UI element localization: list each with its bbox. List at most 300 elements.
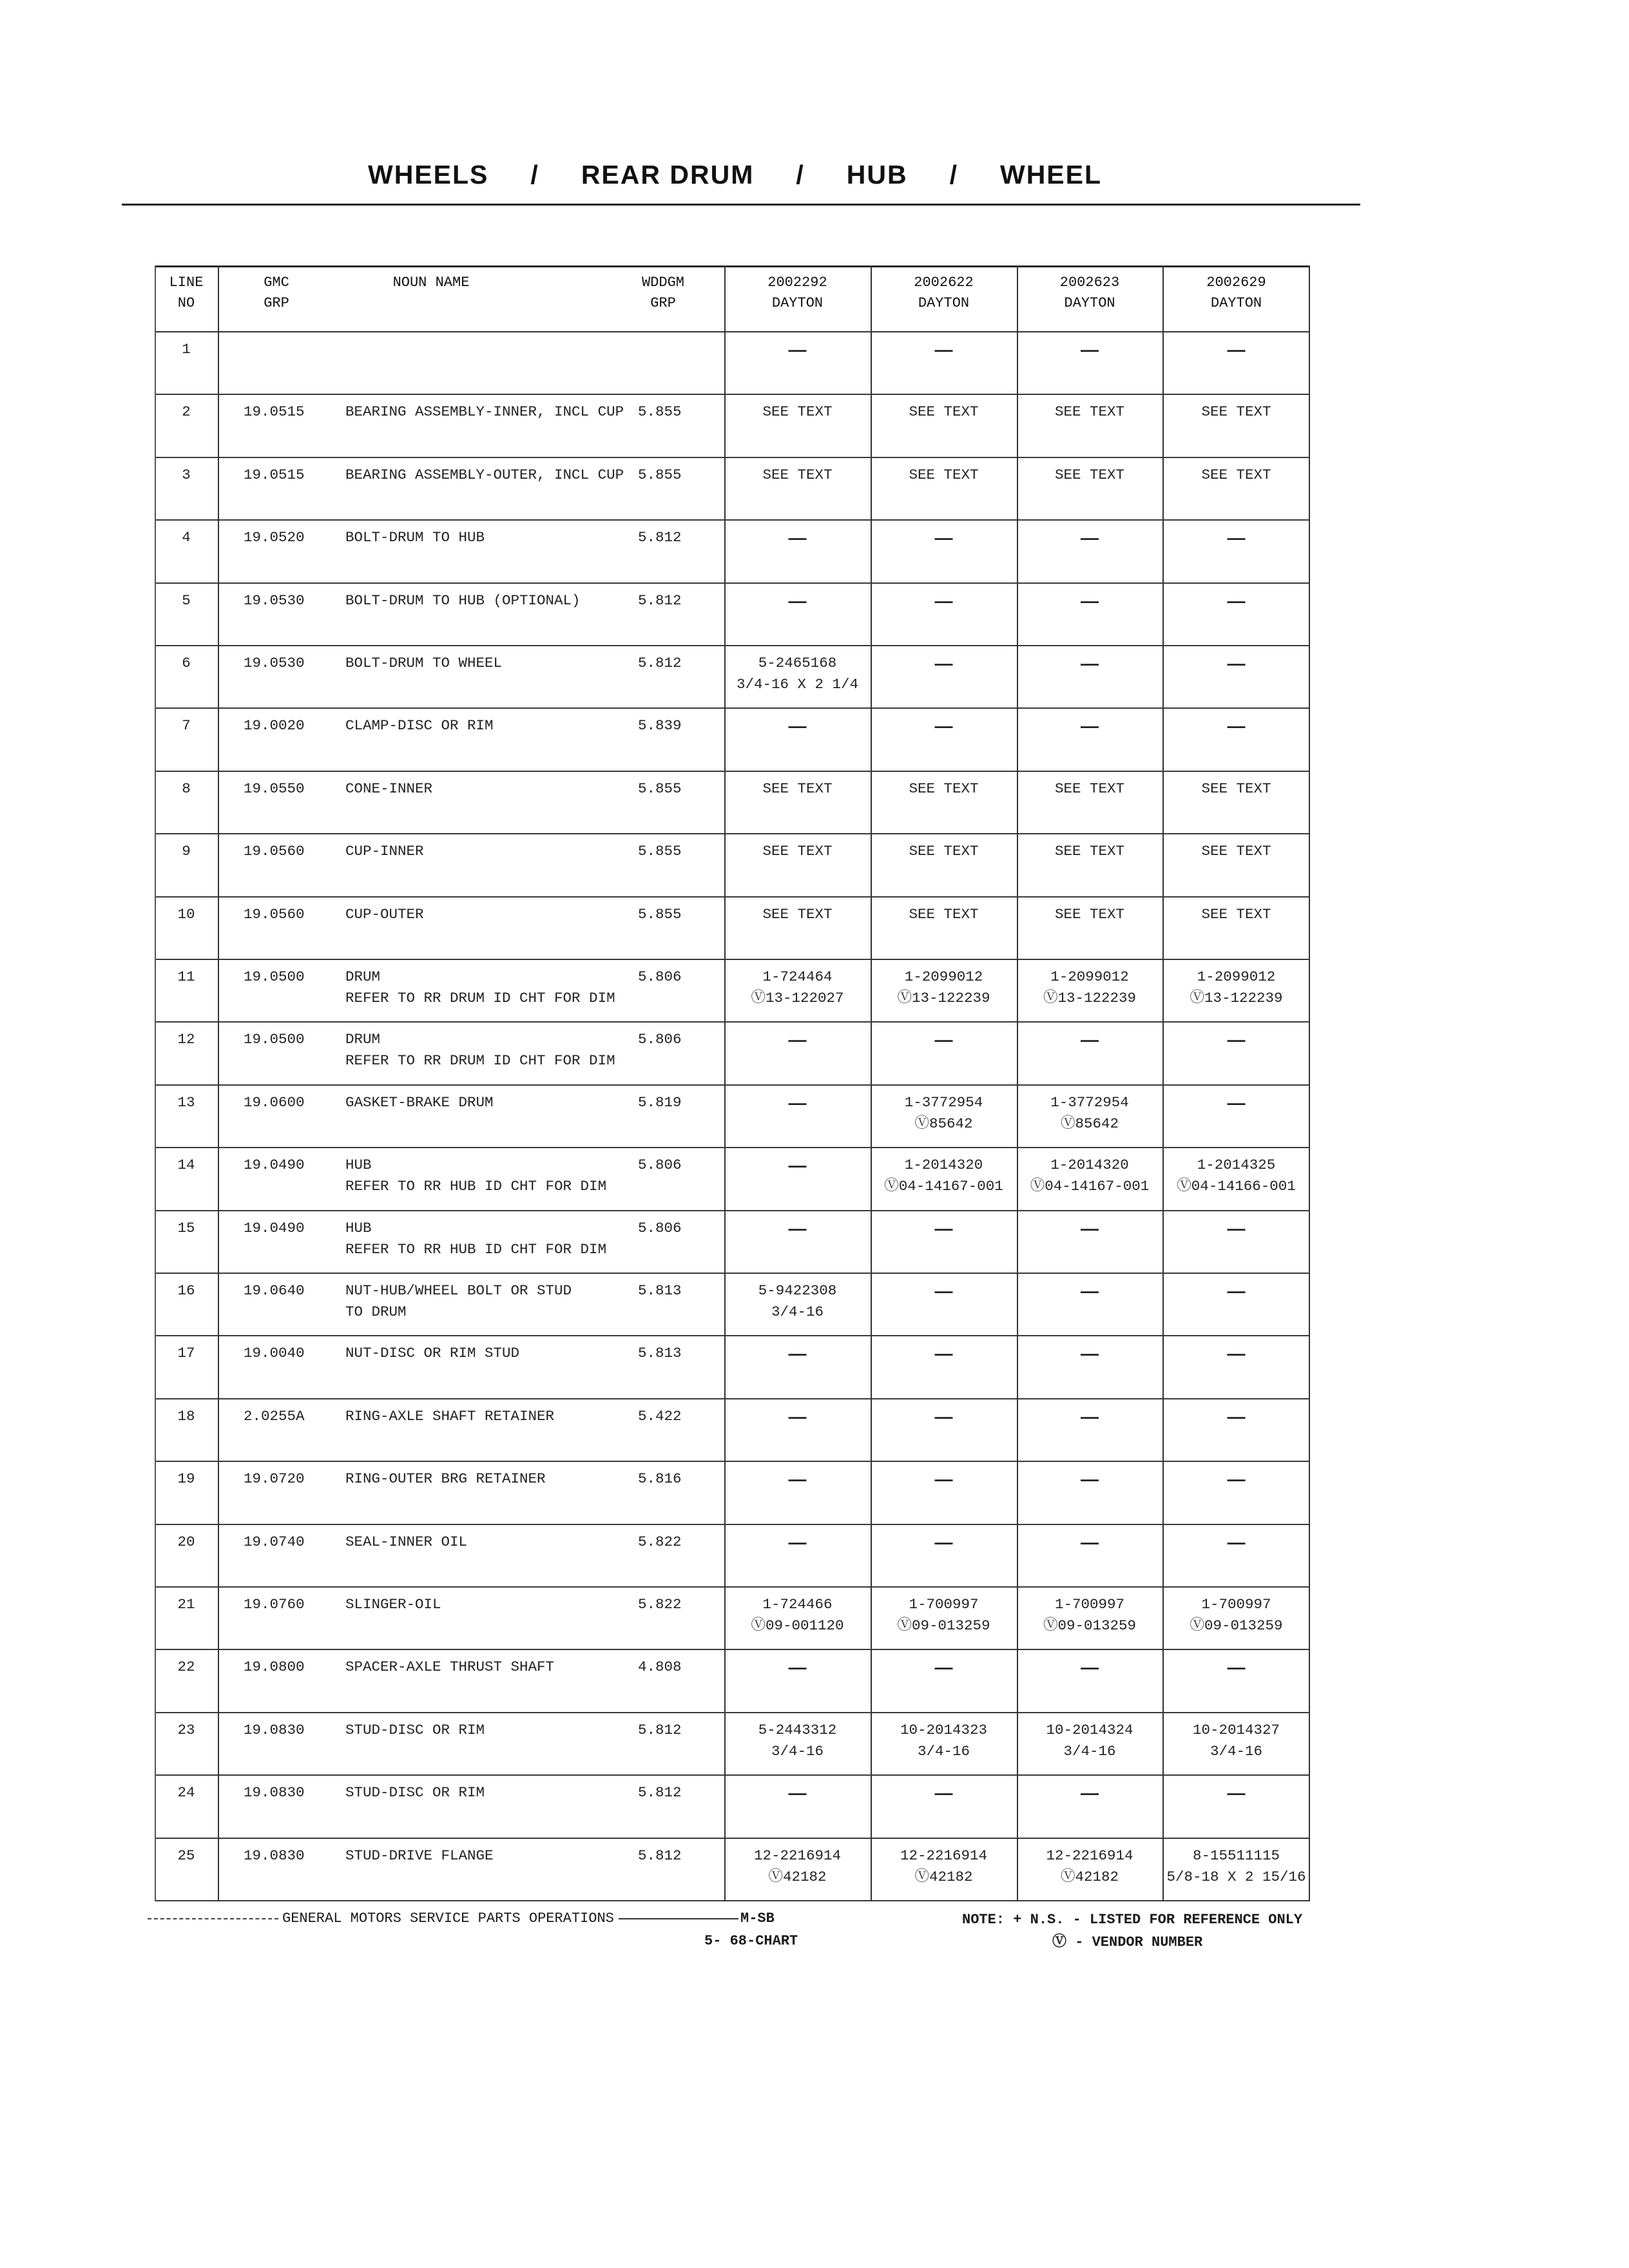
part-cell-2002292: [724, 1343, 871, 1364]
gmc-group: 2.0255A: [244, 1407, 305, 1425]
line-number: 22: [177, 1658, 195, 1676]
part-detail: Ⓥ42182: [768, 1868, 827, 1885]
not-applicable-dash: —: [934, 1783, 953, 1803]
part-cell-2002292: [724, 904, 871, 925]
part-cell-2002629: [1162, 904, 1310, 925]
see-text-note: SEE TEXT: [1201, 843, 1271, 860]
table-row: [155, 1148, 1310, 1211]
part-cell-2002629: [1162, 1280, 1310, 1302]
see-text-note: SEE TEXT: [909, 905, 979, 923]
not-applicable-dash: —: [1227, 590, 1246, 611]
not-applicable-dash: —: [1081, 1218, 1099, 1238]
part-cell-2002292: [724, 653, 871, 695]
not-applicable-dash: —: [934, 1532, 953, 1552]
footer-operations: GENERAL MOTORS SERVICE PARTS OPERATIONS: [282, 1910, 614, 1927]
gmc-group: 19.0830: [244, 1721, 305, 1738]
table-header: [155, 265, 1310, 332]
part-cell-2002629: [1162, 1594, 1310, 1637]
noun-name-line: BOLT-DRUM TO WHEEL: [345, 655, 503, 671]
wddgm-group: 5.855: [638, 403, 682, 421]
noun-name: [345, 1218, 635, 1260]
not-applicable-dash: —: [788, 1469, 807, 1490]
noun-name-line: STUD-DISC OR RIM: [345, 1784, 485, 1802]
part-cell-2002623: [1017, 1532, 1162, 1553]
gmc-group: 19.0490: [244, 1157, 305, 1174]
part-detail: Ⓥ09-001120: [751, 1617, 844, 1634]
wddgm-group: 5.822: [638, 1533, 682, 1550]
part-cell-2002292: [724, 841, 871, 862]
part-number: 1-700997: [1054, 1596, 1125, 1613]
part-number: 12-2216914: [1046, 1847, 1133, 1864]
part-cell-2002622: [871, 1594, 1017, 1637]
header-noun-name: [367, 273, 496, 293]
header-model-2002629: [1162, 273, 1310, 314]
noun-name: [345, 1468, 635, 1490]
wddgm-group: 5.812: [638, 1847, 682, 1864]
part-cell-2002292: [724, 590, 871, 611]
part-number: 12-2216914: [900, 1847, 988, 1864]
part-cell-2002623: [1017, 1720, 1162, 1762]
part-detail: 3/4-16: [1210, 1742, 1262, 1760]
not-applicable-dash: —: [1227, 1469, 1246, 1490]
line-number: 21: [177, 1596, 195, 1613]
part-cell-2002292: [724, 966, 871, 1009]
header-label: GRP: [264, 295, 289, 311]
noun-name-line: NUT-DISC OR RIM STUD: [345, 1345, 520, 1362]
part-detail: 3/4-16: [917, 1742, 970, 1760]
not-applicable-dash: —: [934, 340, 953, 360]
noun-name: [345, 1720, 635, 1741]
noun-name-line: STUD-DRIVE FLANGE: [345, 1847, 494, 1864]
line-number: 2: [182, 403, 191, 421]
wddgm-group: 5.812: [638, 655, 682, 671]
noun-name-line: DRUM: [345, 1031, 381, 1048]
header-label: LINE: [169, 274, 204, 291]
part-cell-2002623: [1017, 1657, 1162, 1678]
part-detail: 5/8-18 X 2 15/16: [1166, 1868, 1306, 1885]
line-number: 14: [177, 1157, 195, 1174]
part-detail: Ⓥ09-013259: [1190, 1617, 1283, 1634]
line-number: 5: [182, 591, 191, 609]
wddgm-group: 5.812: [638, 591, 682, 609]
part-cell-2002292: [724, 1468, 871, 1490]
part-cell-2002629: [1162, 1782, 1310, 1803]
see-text-note: SEE TEXT: [909, 843, 979, 860]
noun-name: [345, 527, 635, 548]
not-applicable-dash: —: [788, 1406, 807, 1427]
title-underline: [122, 204, 1360, 206]
part-cell-2002623: [1017, 653, 1162, 674]
gmc-group: 19.0830: [244, 1784, 305, 1802]
line-number: 17: [177, 1345, 195, 1362]
noun-name-line: BOLT-DRUM TO HUB (OPTIONAL): [345, 591, 581, 609]
model-make: DAYTON: [771, 295, 824, 311]
header-model-2002623: [1017, 273, 1162, 314]
table-row: [155, 332, 1310, 395]
part-cell-2002629: [1162, 1720, 1310, 1762]
line-number: 11: [177, 968, 195, 985]
part-cell-2002623: [1017, 465, 1162, 486]
line-number: 9: [182, 843, 191, 860]
part-cell-2002629: [1162, 1155, 1310, 1197]
not-applicable-dash: —: [1081, 1783, 1099, 1803]
line-number: 6: [182, 655, 191, 671]
part-cell-2002629: [1162, 653, 1310, 674]
part-cell-2002623: [1017, 715, 1162, 736]
part-cell-2002622: [871, 1218, 1017, 1239]
part-cell-2002622: [871, 401, 1017, 423]
see-text-note: SEE TEXT: [909, 466, 979, 483]
part-cell-2002622: [871, 590, 1017, 611]
table-row: [155, 646, 1310, 709]
line-number: 25: [177, 1847, 195, 1864]
noun-name: [345, 1594, 635, 1615]
part-detail: Ⓥ13-122027: [751, 990, 844, 1006]
footer-note-reference: NOTE: + N.S. - LISTED FOR REFERENCE ONLY: [962, 1912, 1303, 1928]
table-row: [155, 1839, 1310, 1901]
part-cell-2002629: [1162, 1406, 1310, 1427]
title-separator: /: [796, 160, 805, 189]
table-row: [155, 1086, 1310, 1148]
wddgm-group: 5.855: [638, 780, 682, 797]
part-number: 5-9422308: [758, 1282, 837, 1299]
not-applicable-dash: —: [934, 1281, 953, 1301]
not-applicable-dash: —: [1227, 1218, 1246, 1238]
column-divider: [871, 265, 872, 1901]
part-cell-2002292: [724, 715, 871, 736]
part-cell-2002623: [1017, 339, 1162, 360]
line-number: 19: [177, 1470, 195, 1488]
part-number: 12-2216914: [753, 1847, 842, 1864]
gmc-group: 19.0830: [244, 1847, 305, 1864]
part-cell-2002622: [871, 1092, 1017, 1135]
part-detail: Ⓥ42182: [914, 1868, 973, 1885]
see-text-note: SEE TEXT: [1054, 466, 1125, 483]
not-applicable-dash: —: [934, 1469, 953, 1490]
part-cell-2002292: [724, 401, 871, 423]
part-cell-2002629: [1162, 527, 1310, 548]
column-divider: [1017, 265, 1018, 1901]
model-make: DAYTON: [918, 295, 970, 311]
part-number: 10-2014324: [1046, 1721, 1133, 1738]
gmc-group: 19.0800: [244, 1658, 305, 1676]
model-number: 2002622: [914, 274, 974, 291]
gmc-group: 19.0740: [244, 1533, 305, 1550]
line-number: 13: [177, 1093, 195, 1111]
part-number: 1-724464: [762, 968, 833, 985]
part-cell-2002622: [871, 1029, 1017, 1050]
line-number: 15: [177, 1219, 195, 1236]
header-label: NOUN NAME: [392, 274, 470, 291]
column-divider: [724, 265, 726, 1901]
line-number: 20: [177, 1533, 195, 1550]
table-row: [155, 521, 1310, 583]
gmc-group: 19.0515: [244, 403, 305, 421]
gmc-group: 19.0600: [244, 1093, 305, 1111]
part-number: 1-724466: [762, 1596, 833, 1613]
part-cell-2002622: [871, 1845, 1017, 1888]
part-cell-2002622: [871, 1280, 1017, 1302]
table-row: [155, 960, 1310, 1023]
header-model-2002622: [871, 273, 1017, 314]
noun-name: [345, 401, 635, 423]
line-number: 8: [182, 780, 191, 797]
part-cell-2002623: [1017, 1280, 1162, 1302]
noun-name-line: CUP-OUTER: [345, 905, 424, 923]
part-cell-2002622: [871, 1782, 1017, 1803]
noun-name: [345, 1532, 635, 1553]
see-text-note: SEE TEXT: [762, 466, 833, 483]
table-row: [155, 458, 1310, 521]
noun-name: [345, 1657, 635, 1678]
not-applicable-dash: —: [1227, 653, 1246, 673]
table-row: [155, 1588, 1310, 1650]
not-applicable-dash: —: [934, 528, 953, 548]
parts-table-body: [155, 332, 1310, 1901]
line-number: 23: [177, 1721, 195, 1738]
gmc-group: 19.0530: [244, 655, 305, 671]
part-cell-2002292: [724, 1532, 871, 1553]
not-applicable-dash: —: [788, 1155, 807, 1176]
part-cell-2002629: [1162, 1218, 1310, 1239]
see-text-note: SEE TEXT: [762, 843, 833, 860]
not-applicable-dash: —: [1081, 340, 1099, 360]
title-text: HUB: [846, 160, 908, 189]
part-cell-2002292: [724, 1657, 871, 1678]
noun-name-line: CONE-INNER: [345, 780, 433, 797]
part-detail: Ⓥ04-14167-001: [884, 1178, 1003, 1195]
part-cell-2002623: [1017, 401, 1162, 423]
not-applicable-dash: —: [788, 1218, 807, 1238]
not-applicable-dash: —: [1227, 1406, 1246, 1427]
part-cell-2002623: [1017, 1468, 1162, 1490]
gmc-group: 19.0490: [244, 1219, 305, 1236]
model-number: 2002292: [767, 274, 827, 291]
header-label: WDDGM: [641, 274, 684, 291]
part-number: 1-2014320: [904, 1157, 983, 1174]
not-applicable-dash: —: [1081, 1030, 1099, 1050]
not-applicable-dash: —: [1081, 1532, 1099, 1552]
part-cell-2002629: [1162, 715, 1310, 736]
part-cell-2002622: [871, 904, 1017, 925]
noun-name-line: SEAL-INNER OIL: [345, 1533, 468, 1550]
part-number: 1-3772954: [904, 1093, 983, 1111]
noun-name: [345, 590, 635, 611]
line-number: 18: [177, 1407, 195, 1425]
not-applicable-dash: —: [1081, 1406, 1099, 1427]
noun-name: [345, 1406, 635, 1427]
not-applicable-dash: —: [934, 653, 953, 673]
line-number: 1: [182, 341, 191, 358]
noun-name: [345, 1155, 635, 1197]
gmc-group: 19.0500: [244, 1031, 305, 1048]
header-label: GRP: [650, 295, 676, 311]
see-text-note: SEE TEXT: [1201, 905, 1271, 923]
footer-note-vendor: Ⓥ - VENDOR NUMBER: [1052, 1934, 1203, 1950]
not-applicable-dash: —: [934, 1657, 953, 1678]
header-wddgm-grp: [631, 273, 695, 314]
part-cell-2002292: [724, 1594, 871, 1637]
see-text-note: SEE TEXT: [762, 403, 833, 421]
part-number: 5-2465168: [758, 655, 837, 671]
table-row: [155, 395, 1310, 457]
not-applicable-dash: —: [1081, 1469, 1099, 1490]
not-applicable-dash: —: [1227, 1281, 1246, 1301]
wddgm-group: 5.855: [638, 843, 682, 860]
footer-chart-ref: 5- 68-CHART: [704, 1933, 798, 1949]
part-cell-2002292: [724, 465, 871, 486]
part-detail: Ⓥ13-122239: [1043, 990, 1137, 1006]
gmc-group: 19.0760: [244, 1596, 305, 1613]
noun-name: [345, 1092, 635, 1113]
table-row: [155, 1650, 1310, 1713]
part-number: 1-2099012: [1197, 968, 1276, 985]
noun-name: [345, 1845, 635, 1867]
noun-name: [345, 966, 635, 1009]
title-text: REAR DRUM: [581, 160, 755, 189]
wddgm-group: 5.819: [638, 1093, 682, 1111]
part-cell-2002623: [1017, 1029, 1162, 1050]
part-cell-2002622: [871, 1657, 1017, 1678]
not-applicable-dash: —: [934, 1406, 953, 1427]
part-cell-2002622: [871, 1343, 1017, 1364]
gmc-group: 19.0515: [244, 466, 305, 483]
table-row: [155, 898, 1310, 960]
part-detail: Ⓥ04-14166-001: [1177, 1178, 1296, 1195]
part-cell-2002622: [871, 653, 1017, 674]
noun-name: [345, 465, 635, 486]
noun-name-line: SPACER-AXLE THRUST SHAFT: [345, 1658, 555, 1676]
model-make: DAYTON: [1210, 295, 1262, 311]
part-cell-2002623: [1017, 1155, 1162, 1197]
table-row: [155, 1274, 1310, 1336]
part-cell-2002292: [724, 1092, 871, 1113]
see-text-note: SEE TEXT: [1054, 403, 1125, 421]
see-text-note: SEE TEXT: [909, 403, 979, 421]
gmc-group: 19.0550: [244, 780, 305, 797]
part-cell-2002623: [1017, 1782, 1162, 1803]
noun-name-detail: TO DRUM: [345, 1303, 407, 1320]
part-cell-2002292: [724, 1029, 871, 1050]
part-cell-2002622: [871, 1155, 1017, 1197]
gmc-group: 19.0020: [244, 717, 305, 735]
part-number: 1-2014325: [1197, 1157, 1276, 1174]
wddgm-group: 5.813: [638, 1282, 682, 1299]
not-applicable-dash: —: [1227, 1783, 1246, 1803]
table-right-border: [1309, 265, 1310, 1901]
not-applicable-dash: —: [1227, 1532, 1246, 1552]
gmc-group: 19.0040: [244, 1345, 305, 1362]
wddgm-group: 5.806: [638, 968, 682, 985]
gmc-group: 19.0520: [244, 529, 305, 546]
wddgm-group: 4.808: [638, 1658, 682, 1676]
part-cell-2002622: [871, 1532, 1017, 1553]
wddgm-group: 5.806: [638, 1031, 682, 1048]
part-detail: 3/4-16: [771, 1742, 824, 1760]
noun-name-line: GASKET-BRAKE DRUM: [345, 1093, 494, 1111]
table-row: [155, 709, 1310, 771]
part-cell-2002629: [1162, 1845, 1310, 1888]
not-applicable-dash: —: [788, 590, 807, 611]
part-cell-2002622: [871, 1720, 1017, 1762]
header-gmc-grp: [244, 273, 309, 314]
not-applicable-dash: —: [788, 1343, 807, 1364]
gmc-group: 19.0560: [244, 905, 305, 923]
part-number: 5-2443312: [758, 1721, 837, 1738]
wddgm-group: 5.813: [638, 1345, 682, 1362]
noun-name: [345, 1782, 635, 1803]
part-cell-2002623: [1017, 1406, 1162, 1427]
table-row: [155, 1713, 1310, 1776]
noun-name-detail: REFER TO RR HUB ID CHT FOR DIM: [345, 1178, 607, 1195]
gmc-group: 19.0530: [244, 591, 305, 609]
title-separator: /: [530, 160, 539, 189]
part-cell-2002292: [724, 1406, 871, 1427]
part-number: 1-700997: [909, 1596, 979, 1613]
part-cell-2002622: [871, 1406, 1017, 1427]
noun-name-line: HUB: [345, 1157, 372, 1174]
line-number: 10: [177, 905, 195, 923]
model-number: 2002623: [1059, 274, 1120, 291]
noun-name-line: RING-OUTER BRG RETAINER: [345, 1470, 546, 1488]
table-row: [155, 1023, 1310, 1085]
wddgm-group: 5.839: [638, 717, 682, 735]
table-row: [155, 1211, 1310, 1274]
not-applicable-dash: —: [1081, 1657, 1099, 1678]
noun-name-detail: REFER TO RR DRUM ID CHT FOR DIM: [345, 1052, 615, 1070]
part-detail: Ⓥ85642: [914, 1115, 973, 1132]
wddgm-group: 5.422: [638, 1407, 682, 1425]
part-cell-2002623: [1017, 966, 1162, 1009]
part-cell-2002292: [724, 1280, 871, 1323]
column-divider: [218, 265, 219, 1901]
noun-name-detail: REFER TO RR HUB ID CHT FOR DIM: [345, 1240, 607, 1258]
see-text-note: SEE TEXT: [909, 780, 979, 797]
noun-name-line: BOLT-DRUM TO HUB: [345, 529, 485, 546]
part-number: 1-3772954: [1050, 1093, 1129, 1111]
wddgm-group: 5.812: [638, 1721, 682, 1738]
part-cell-2002629: [1162, 1532, 1310, 1553]
see-text-note: SEE TEXT: [1054, 780, 1125, 797]
title-text: WHEELS: [368, 160, 489, 189]
wddgm-group: 5.816: [638, 1470, 682, 1488]
see-text-note: SEE TEXT: [1201, 780, 1271, 797]
part-number: 1-2099012: [1050, 968, 1129, 985]
wddgm-group: 5.806: [638, 1157, 682, 1174]
wddgm-group: 5.822: [638, 1596, 682, 1613]
part-cell-2002629: [1162, 465, 1310, 486]
not-applicable-dash: —: [934, 1218, 953, 1238]
see-text-note: SEE TEXT: [1054, 905, 1125, 923]
table-row: [155, 834, 1310, 897]
part-cell-2002623: [1017, 1594, 1162, 1637]
noun-name-detail: REFER TO RR DRUM ID CHT FOR DIM: [345, 990, 615, 1006]
not-applicable-dash: —: [788, 1030, 807, 1050]
gmc-group: 19.0640: [244, 1282, 305, 1299]
not-applicable-dash: —: [1081, 590, 1099, 611]
part-detail: Ⓥ09-013259: [897, 1617, 990, 1634]
title-separator: /: [949, 160, 958, 189]
not-applicable-dash: —: [1227, 1030, 1246, 1050]
see-text-note: SEE TEXT: [762, 780, 833, 797]
noun-name: [345, 1343, 635, 1364]
noun-name-line: RING-AXLE SHAFT RETAINER: [345, 1407, 555, 1425]
not-applicable-dash: —: [1227, 528, 1246, 548]
part-detail: 3/4-16 X 2 1/4: [736, 676, 859, 693]
see-text-note: SEE TEXT: [762, 905, 833, 923]
not-applicable-dash: —: [1227, 1343, 1246, 1364]
part-cell-2002292: [724, 339, 871, 360]
